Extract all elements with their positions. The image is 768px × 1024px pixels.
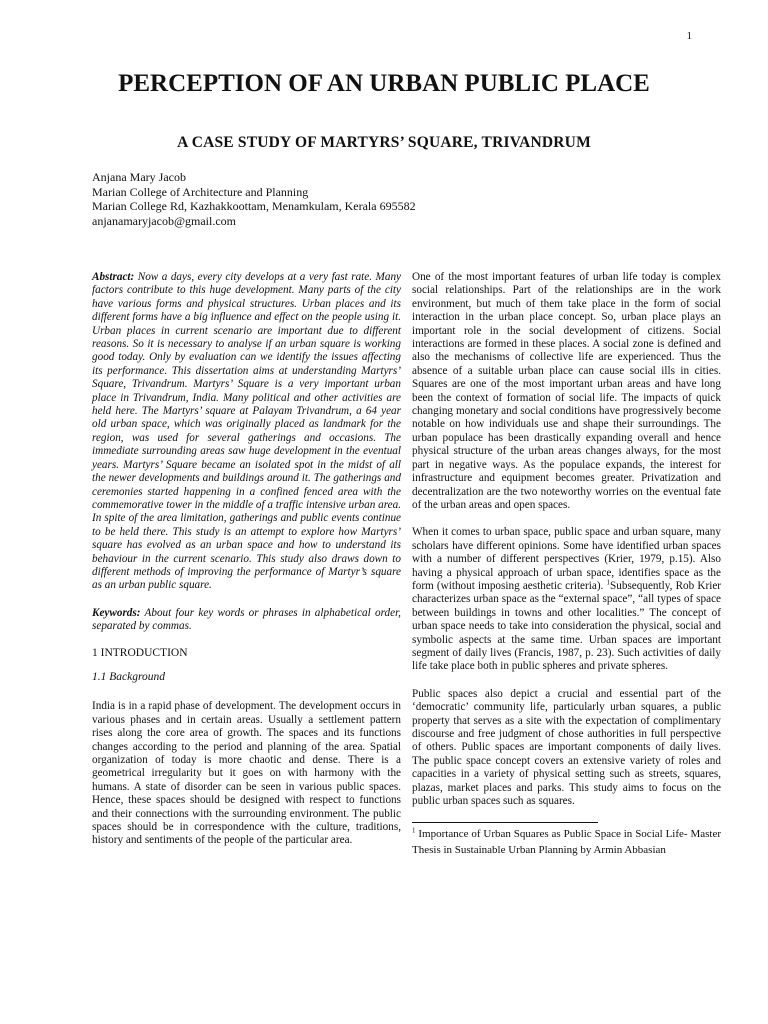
right-column — [412, 271, 721, 858]
subsection-heading-background: 1.1 Background — [92, 670, 166, 683]
section-heading-introduction: 1 INTRODUCTION — [92, 646, 188, 659]
abstract — [92, 271, 401, 593]
right-paragraph-2-end: Subsequently, Rob Krier characterizes urban space as the “external space”, “all types of space between buildings in towns and other localities.” The concept of urban space needs to take into consideration the physical, social and symbolic aspects at the same time. Urban spaces are important segment of daily lives (Francis, 1987, p. 23). Such activities of daily life take place both in public spheres and private spheres. — [412, 579, 722, 673]
page-number: 1 — [686, 30, 692, 42]
footnote-reference: 1 — [606, 578, 611, 587]
paper-title: PERCEPTION OF AN URBAN PUBLIC PLACE — [118, 70, 650, 97]
footnote-mark: 1 — [412, 826, 416, 835]
left-column — [92, 271, 401, 848]
author-block — [92, 170, 652, 228]
paper-subtitle: A CASE STUDY OF MARTYRS’ SQUARE, TRIVANDRUM — [177, 134, 591, 151]
author-affiliation: Marian College of Architecture and Planning — [92, 184, 309, 199]
keywords-text: About four key words or phrases in alphabetical order, separated by commas. — [92, 606, 401, 633]
right-paragraph-3: Public spaces also depict a crucial and essential part of the ‘democratic’ community life, particularly urban squares, a public property that serves as a site with the expectation of complimentary discourse and free judgment of chose authorities in full perspective of others. Public spaces are important components of daily lives. The public space concept covers an extensive variety of roles and capacities in a variety of physical setting such as streets, squares, plazas, market places and parks. This study aims to focus on the public urban spaces such as squares. — [412, 687, 721, 808]
intro-paragraph: India is in a rapid phase of development. The development occurs in various phases and in certain areas. Usually a settlement pattern rises along the core area of growth. The spaces and its functions changes according to the period and planning of the area. Spatial organization of today is more chaotic and dense. There is a geometrical irregularity but it goes on with harmony with the humans. A state of disorder can be seen in various public spaces. Hence, these spaces should be designed with respect to functions and their connections with the surrounding environment. The public spaces should be in correspondence with the culture, traditions, history and sentiments of the people of the particular area. — [92, 700, 401, 847]
author-address: Marian College Rd, Kazhakkoottam, Menamkulam, Kerala 695582 — [92, 199, 416, 214]
footnote-divider — [412, 822, 598, 823]
right-paragraph-2-start: When it comes to urban space, public space and urban square, many scholars have different opinions. Some have identified urban spaces with a number of different perspectives (Krier, 1979, p.15). Also having a physical approach of urban space, identifies space as the form (without imposing aesthetic criteria). — [412, 526, 721, 592]
keywords-label: Keywords: — [92, 606, 141, 619]
footnote-text: Importance of Urban Squares as Public Space in Social Life- Master Thesis in Sustainable Urban Planning by Armin Abbasian — [412, 828, 721, 856]
author-email: anjanamaryjacob@gmail.com — [92, 213, 236, 228]
abstract-label: Abstract: — [92, 271, 135, 283]
footnote — [412, 827, 721, 858]
right-paragraph-1: One of the most important features of urban life today is complex social relationships. Part of the relationships are in the work environment, but much of them take place in the form of social interaction in the urban place concept. So, urban place plays an important role in the social development of citizens. Social interactions are formed in these places. A social zone is defined and also the mechanisms of collective life are experienced. Thus the absence of a suitable urban place can cause social ills in cities. Squares are one of the most important urban areas and have long been the context of formation of social life. The impacts of quick changing monetary and social conditions have progressively become notable on how individuals use and shape their surroundings. The urban populace has been drastically expanding overall and hence physical structure of the urban areas changes always, for the most part in negative ways. As the populace expands, the interest for infrastructure and equipment becomes greater. Privatization and decentralization are the two noteworthy worries on the eventual fate of the urban areas and open spaces. — [412, 271, 721, 511]
author-name: Anjana Mary Jacob — [92, 170, 186, 184]
abstract-text: Now a days, every city develops at a very fast rate. Many factors contribute to this huge development. Many parts of the city have various forms and physical structures. Urban places and its different forms have a big influence and effect on the people using it. Urban places in current scenario are important due to different reasons. So it is necessary to analyse if an urban square is working good today. Only by evaluation can we identify the issues affecting its performance. This dissertation aims at understanding Martyrs’ Square, Trivandrum. Martyrs’ Square is a very important urban place in Trivandrum, India. Many political and other activities are held here. The Martyrs’ square at Palayam Trivandrum, a 64 year old urban space, which was originally placed as landmark for the region, was used for several gatherings and occasions. The immediate surrounding areas saw huge development in the eventual years. Martyrs’ Square became an isolated spot in the midst of all the newer developments and buildings around it. The gatherings and ceremonies started happening in a confined fenced area with the commemorative tower in the middle of a traffic intensive urban area. In spite of the area limitation, gatherings and public events continue to be held there. This study is an attempt to explore how Martyrs’ square has evolved as an urban space and how to understand its behaviour in the current scenario. This study also draws down to different methods of improving the performance of Martyr’s square as an urban public square. — [92, 271, 401, 592]
keywords — [92, 607, 401, 634]
right-paragraph-2 — [412, 526, 721, 673]
